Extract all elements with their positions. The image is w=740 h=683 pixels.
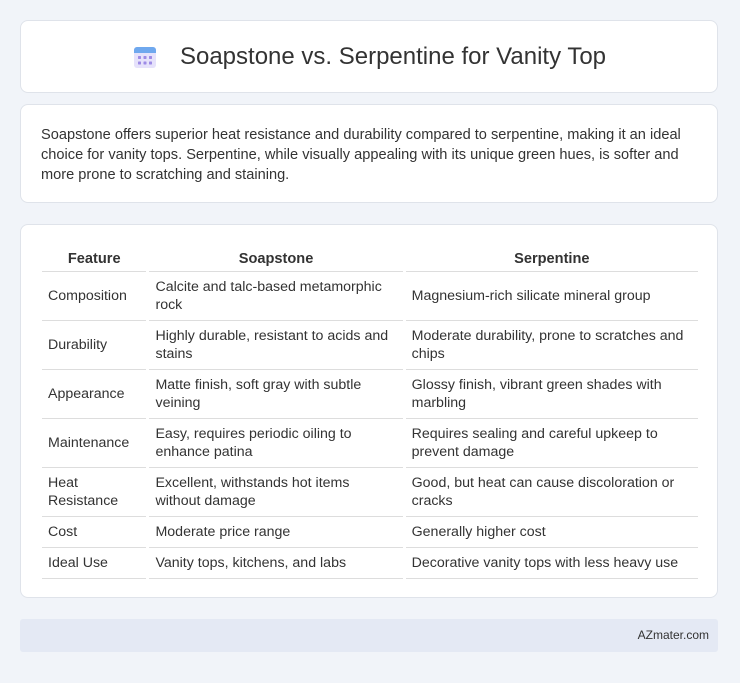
feature-cell: Durability — [42, 321, 146, 370]
title-card — [20, 20, 718, 93]
table-row — [42, 517, 698, 548]
soapstone-cell: Easy, requires periodic oiling to enhance patina — [149, 419, 402, 468]
header-feature: Feature — [42, 245, 146, 272]
table-row — [42, 321, 698, 370]
soapstone-cell: Excellent, withstands hot items without damage — [149, 468, 402, 517]
table-row — [42, 548, 698, 579]
comparison-table — [39, 245, 701, 579]
soapstone-cell: Calcite and talc-based metamorphic rock — [149, 272, 402, 321]
soapstone-cell: Matte finish, soft gray with subtle veining — [149, 370, 402, 419]
comparison-table-card — [20, 224, 718, 598]
table-row — [42, 272, 698, 321]
footer — [20, 619, 718, 652]
header-soapstone: Soapstone — [149, 245, 402, 272]
feature-cell: Appearance — [42, 370, 146, 419]
feature-cell: Ideal Use — [42, 548, 146, 579]
serpentine-cell: Requires sealing and careful upkeep to prevent damage — [406, 419, 698, 468]
serpentine-cell: Decorative vanity tops with less heavy use — [406, 548, 698, 579]
serpentine-cell: Moderate durability, prone to scratches and chips — [406, 321, 698, 370]
table-row — [42, 468, 698, 517]
soapstone-cell: Moderate price range — [149, 517, 402, 548]
table-row — [42, 370, 698, 419]
summary-text: Soapstone offers superior heat resistance and durability compared to serpentine, making it an ideal choice for vanity tops. Serpentine, while visually appealing with its unique green hues, is softer and more prone to scratching and staining. — [41, 127, 681, 183]
soapstone-cell: Highly durable, resistant to acids and stains — [149, 321, 402, 370]
serpentine-cell: Good, but heat can cause discoloration or cracks — [406, 468, 698, 517]
serpentine-cell: Magnesium-rich silicate mineral group — [406, 272, 698, 321]
header-serpentine: Serpentine — [406, 245, 698, 272]
soapstone-cell: Vanity tops, kitchens, and labs — [149, 548, 402, 579]
table-row — [42, 419, 698, 468]
summary-card — [20, 104, 718, 203]
footer-site-name[interactable]: AZmater.com — [637, 628, 709, 642]
serpentine-cell: Glossy finish, vibrant green shades with marbling — [406, 370, 698, 419]
feature-cell: Composition — [42, 272, 146, 321]
calendar-icon — [132, 44, 158, 70]
table-header-row — [42, 245, 698, 272]
serpentine-cell: Generally higher cost — [406, 517, 698, 548]
feature-cell: Heat Resistance — [42, 468, 146, 517]
feature-cell: Cost — [42, 517, 146, 548]
page-title: Soapstone vs. Serpentine for Vanity Top — [179, 42, 607, 70]
feature-cell: Maintenance — [42, 419, 146, 468]
